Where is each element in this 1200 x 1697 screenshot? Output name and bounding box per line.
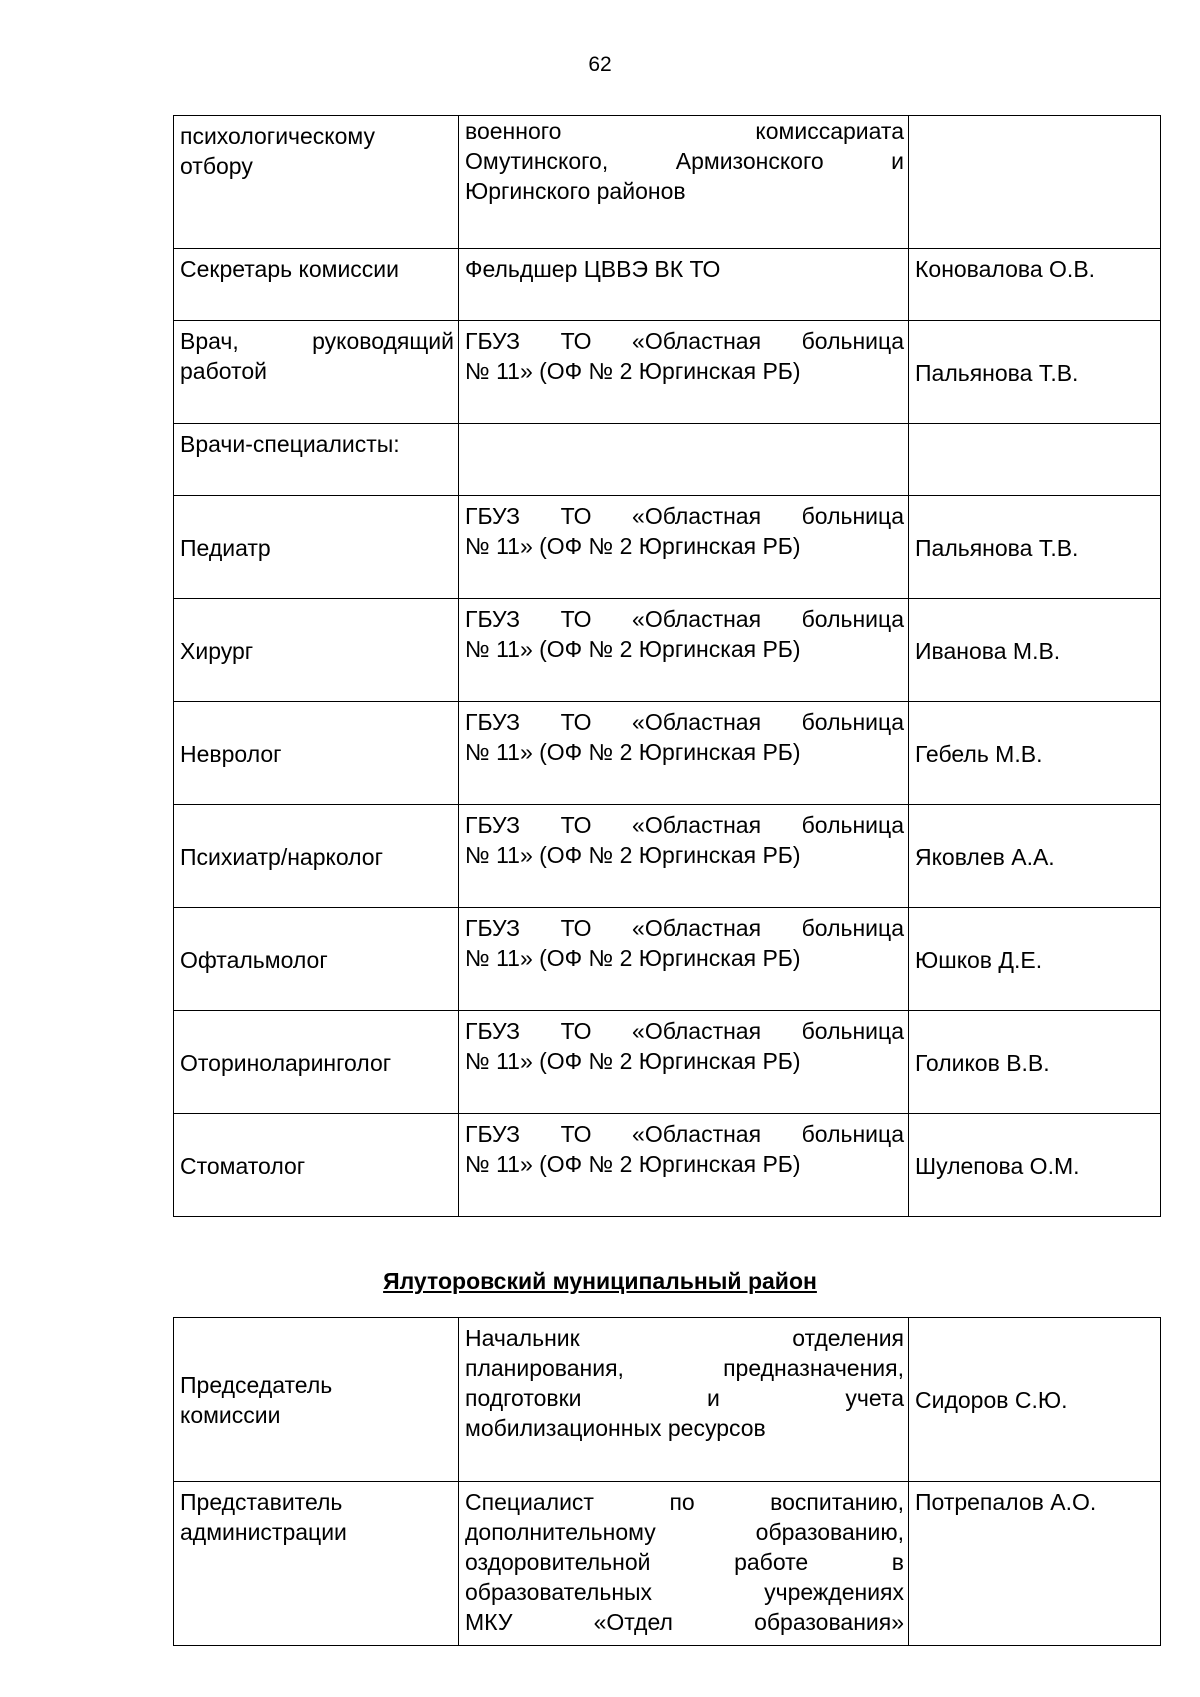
role-line: Офтальмолог <box>180 946 328 973</box>
organization-cell <box>459 249 909 321</box>
organization-line: мобилизационных ресурсов <box>465 1415 766 1441</box>
table-row <box>174 805 1161 908</box>
role-line: Представитель <box>180 1489 343 1515</box>
organization-line: ГБУЗ ТО «Областная больница <box>465 1018 904 1044</box>
organization-line: Омутинского, Армизонского и <box>465 148 904 174</box>
table-row <box>174 424 1161 496</box>
organization-line: Юргинского районов <box>465 178 686 204</box>
role-line: Врач, руководящий <box>180 328 454 354</box>
organization-line: № 11» (ОФ № 2 Юргинская РБ) <box>465 1151 801 1177</box>
person-cell: Гебель М.В. <box>909 702 1161 805</box>
person-cell: Голиков В.В. <box>909 1011 1161 1114</box>
organization-cell <box>459 1011 909 1114</box>
role-line: Психиатр/нарколог <box>180 843 383 870</box>
table-row <box>174 1114 1161 1217</box>
person-cell: Юшков Д.Е. <box>909 908 1161 1011</box>
role-line: психологическому <box>180 123 375 149</box>
role-cell <box>174 249 459 321</box>
person-cell: Иванова М.В. <box>909 599 1161 702</box>
role-cell <box>174 424 459 496</box>
role-line: Невролог <box>180 740 282 767</box>
table-row <box>174 1318 1161 1482</box>
table-row <box>174 1011 1161 1114</box>
organization-line: подготовки и учета <box>465 1385 904 1411</box>
role-line: отбору <box>180 153 253 179</box>
table-row <box>174 908 1161 1011</box>
organization-line: ГБУЗ ТО «Областная больница <box>465 812 904 838</box>
role-line: Врачи-специалисты: <box>180 431 400 457</box>
organization-line: № 11» (ОФ № 2 Юргинская РБ) <box>465 636 801 662</box>
role-line: Хирург <box>180 637 254 664</box>
role-line: Секретарь комиссии <box>180 256 399 282</box>
organization-cell <box>459 496 909 599</box>
organization-line: № 11» (ОФ № 2 Юргинская РБ) <box>465 533 801 559</box>
person-cell <box>909 116 1161 249</box>
role-cell <box>174 1114 459 1217</box>
organization-line: МКУ «Отдел образования» <box>465 1609 904 1635</box>
organization-line: № 11» (ОФ № 2 Юргинская РБ) <box>465 945 801 971</box>
organization-line: ГБУЗ ТО «Областная больница <box>465 709 904 735</box>
role-cell <box>174 1482 459 1646</box>
role-cell <box>174 805 459 908</box>
role-cell <box>174 1318 459 1482</box>
organization-cell <box>459 1318 909 1482</box>
role-line: комиссии <box>180 1402 281 1428</box>
commission-table-yalutorovsky <box>173 1317 1161 1646</box>
section-heading: Ялуторовский муниципальный район <box>383 1268 817 1294</box>
role-cell <box>174 116 459 249</box>
role-cell <box>174 908 459 1011</box>
organization-line: № 11» (ОФ № 2 Юргинская РБ) <box>465 739 801 765</box>
organization-cell <box>459 116 909 249</box>
organization-line: № 11» (ОФ № 2 Юргинская РБ) <box>465 842 801 868</box>
organization-line: ГБУЗ ТО «Областная больница <box>465 328 904 354</box>
organization-cell <box>459 599 909 702</box>
organization-line: образовательных учреждениях <box>465 1579 904 1605</box>
table-row <box>174 496 1161 599</box>
person-cell: Коновалова О.В. <box>909 249 1161 321</box>
organization-cell <box>459 702 909 805</box>
organization-cell <box>459 908 909 1011</box>
organization-cell <box>459 1482 909 1646</box>
page-number: 62 <box>588 53 612 76</box>
role-line: Оториноларинголог <box>180 1049 392 1076</box>
organization-line: планирования, предназначения, <box>465 1355 904 1381</box>
organization-line: Специалист по воспитанию, <box>465 1489 904 1515</box>
person-cell: Сидоров С.Ю. <box>909 1318 1161 1482</box>
organization-line: ГБУЗ ТО «Областная больница <box>465 915 904 941</box>
table-row <box>174 599 1161 702</box>
role-line: Председатель <box>180 1372 333 1398</box>
person-cell <box>909 424 1161 496</box>
person-cell: Яковлев А.А. <box>909 805 1161 908</box>
organization-cell <box>459 1114 909 1217</box>
person-cell: Потрепалов А.О. <box>909 1482 1161 1646</box>
role-cell <box>174 321 459 424</box>
person-cell: Шулепова О.М. <box>909 1114 1161 1217</box>
organization-line: № 11» (ОФ № 2 Юргинская РБ) <box>465 1048 801 1074</box>
role-cell <box>174 1011 459 1114</box>
table-row <box>174 321 1161 424</box>
table-row <box>174 116 1161 249</box>
organization-line: Начальник отделения <box>465 1325 904 1351</box>
organization-cell <box>459 424 909 496</box>
organization-line: № 11» (ОФ № 2 Юргинская РБ) <box>465 358 801 384</box>
role-line: Педиатр <box>180 534 271 561</box>
person-cell: Пальянова Т.В. <box>909 321 1161 424</box>
role-line: Стоматолог <box>180 1152 306 1179</box>
table-row <box>174 249 1161 321</box>
organization-cell <box>459 805 909 908</box>
organization-line: ГБУЗ ТО «Областная больница <box>465 503 904 529</box>
organization-line: дополнительному образованию, <box>465 1519 904 1545</box>
commission-table-omutinsky <box>173 115 1161 1217</box>
organization-line: Фельдшер ЦВВЭ ВК ТО <box>465 256 721 282</box>
role-cell <box>174 496 459 599</box>
table-row <box>174 1482 1161 1646</box>
organization-cell <box>459 321 909 424</box>
table-row <box>174 702 1161 805</box>
role-cell <box>174 599 459 702</box>
role-cell <box>174 702 459 805</box>
organization-line: военного комиссариата <box>465 118 904 144</box>
role-line: администрации <box>180 1519 347 1545</box>
role-line: работой <box>180 358 267 384</box>
person-cell: Пальянова Т.В. <box>909 496 1161 599</box>
organization-line: ГБУЗ ТО «Областная больница <box>465 606 904 632</box>
organization-line: оздоровительной работе в <box>465 1549 904 1575</box>
organization-line: ГБУЗ ТО «Областная больница <box>465 1121 904 1147</box>
